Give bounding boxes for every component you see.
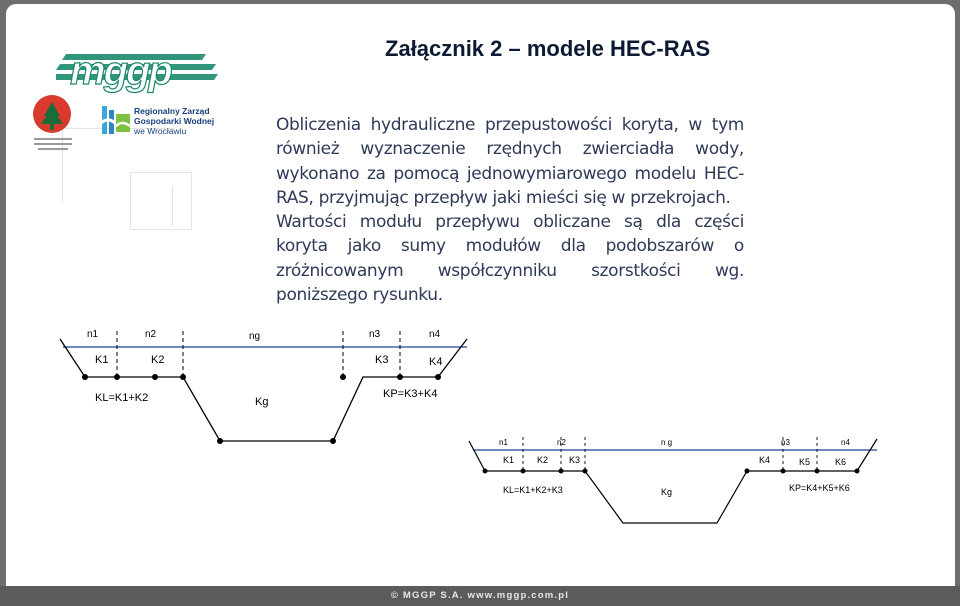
k-label: K2 <box>151 354 165 366</box>
k-label: K3 <box>375 354 389 366</box>
k-label: K4 <box>759 455 771 465</box>
footer-text: © MGGP S.A. www.mggp.com.pl <box>390 590 570 601</box>
kl-formula: KL=K1+K2+K3 <box>503 485 563 495</box>
rzgw-line-3: we Wrocławiu <box>134 126 187 136</box>
n-label: n4 <box>841 438 850 447</box>
n-label: n2 <box>557 438 566 447</box>
k-label: K5 <box>799 457 811 467</box>
n-label: n g <box>661 438 673 447</box>
kp-formula: KP=K4+K5+K6 <box>789 483 850 493</box>
kp-formula: KP=K3+K4 <box>383 388 438 400</box>
channel-profile <box>469 439 877 523</box>
footer-bar <box>0 586 960 606</box>
k-label: K1 <box>95 354 109 366</box>
rzgw-line-2: Gospodarki Wodnej <box>134 116 215 126</box>
kg-label: Kg <box>661 487 673 497</box>
paragraph-line: zróżnicowanym współczynniku szorstkości wg. <box>276 260 744 281</box>
slide-title: Załącznik 2 – modele HEC-RAS <box>385 36 711 61</box>
rzgw-line-1: Regionalny Zarząd <box>134 106 210 116</box>
cross-section-diagram-1 <box>55 325 475 445</box>
decorative-line <box>172 186 173 226</box>
kl-formula: KL=K1+K2 <box>95 392 149 404</box>
body-paragraph <box>276 113 744 307</box>
n-label: n3 <box>369 329 381 340</box>
n-label: n1 <box>87 329 99 340</box>
k-label: K4 <box>429 356 443 368</box>
paragraph-line: poniższego rysunku. <box>276 285 443 306</box>
rzgw-logo <box>100 102 230 142</box>
cross-section-diagram-2 <box>465 435 885 535</box>
n-label: n1 <box>499 438 508 447</box>
k-label: K6 <box>835 457 847 467</box>
wave-icon <box>100 102 132 138</box>
paragraph-line: Wartości modułu przepływu obliczane są dla części <box>276 212 744 233</box>
paragraph-line: RAS, przyjmując przepływ jaki mieści się w przekrojach. <box>276 187 731 208</box>
n-label: ng <box>249 331 261 342</box>
paragraph-line: Obliczenia hydrauliczne przepustowości koryta, w tym <box>276 115 744 135</box>
kg-label: Kg <box>255 396 269 408</box>
paragraph-line: wykonano za pomocą jednowymiarowego modelu HEC- <box>276 163 744 184</box>
mggp-logo <box>56 40 224 100</box>
mggp-logo-text: mggp <box>70 49 171 93</box>
emblem-logo <box>30 94 78 156</box>
n-label: n4 <box>429 329 441 340</box>
paragraph-line: koryta jako sumy modułów dla podobszarów o <box>276 236 744 257</box>
k-label: K1 <box>503 455 515 465</box>
n-label: n3 <box>781 438 790 447</box>
n-label: n2 <box>145 329 157 340</box>
paragraph-line: również wyznaczenie rzędnych zwierciadła wody, <box>276 139 744 160</box>
k-label: K3 <box>569 455 581 465</box>
decorative-square <box>130 172 192 230</box>
k-label: K2 <box>537 455 549 465</box>
